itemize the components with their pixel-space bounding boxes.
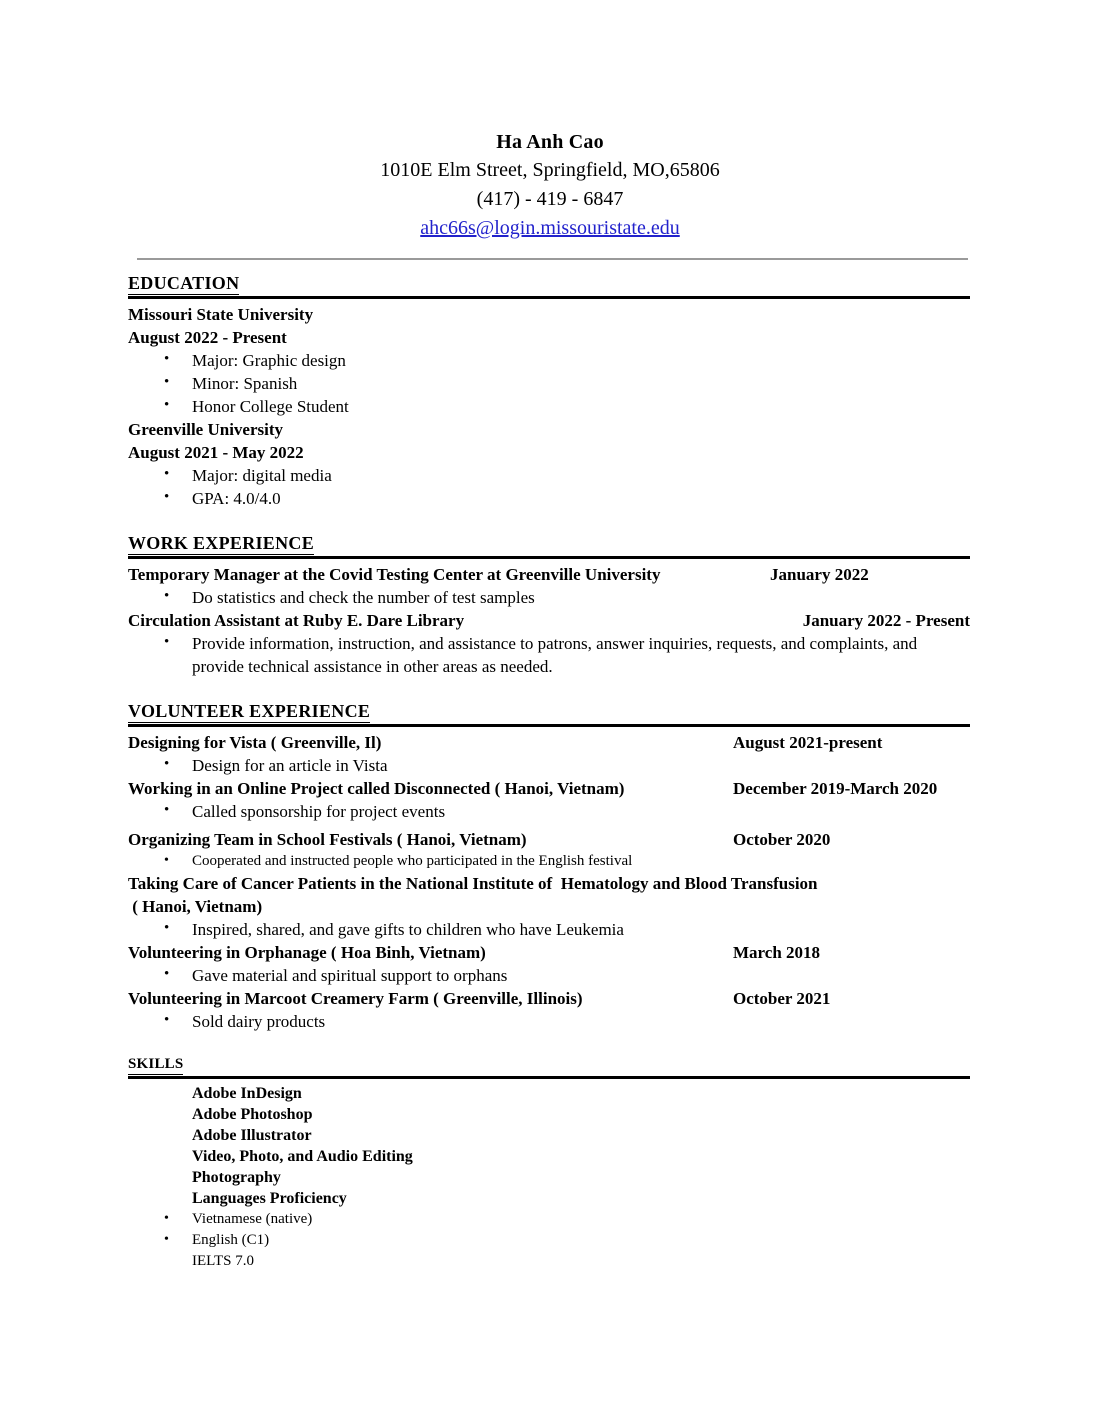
volunteer-title: Designing for Vista ( Greenville, Il) [128,733,382,752]
volunteer-title: Taking Care of Cancer Patients in the National Institute of Hematology and Blood Transfusion [128,874,818,893]
work-title: Circulation Assistant at Ruby E. Dare Library [128,611,465,630]
skill-item: Adobe Illustrator [192,1127,312,1144]
spacer [624,777,733,800]
spacer [583,987,733,1010]
volunteer-bullets [128,851,970,872]
education-bullets [128,464,970,510]
skill-subheading-languages: Languages Proficiency [192,1190,347,1207]
section-education [128,272,970,510]
candidate-phone: (417) - 419 - 6847 [476,188,624,210]
education-dates: August 2022 - Present [128,328,287,347]
list-item: • Cooperated and instructed people who participated in the English festival [128,851,970,872]
volunteer-title: Volunteering in Marcoot Creamery Farm ( Greenville, Illinois) [128,989,583,1008]
candidate-name: Ha Anh Cao [496,131,604,153]
language-bullets [128,1209,970,1251]
list-item: • Major: digital media [128,464,970,487]
volunteer-entry-header [128,777,970,800]
education-entry [128,303,970,418]
volunteer-entry [128,987,970,1033]
volunteer-title: Organizing Team in School Festivals ( Hanoi, Vietnam) [128,830,527,849]
spacer [381,731,733,754]
skill-item: Adobe InDesign [192,1085,302,1102]
header-divider [137,258,968,260]
volunteer-entry-header [128,987,970,1010]
volunteer-bullets [128,800,970,823]
list-item: • GPA: 4.0/4.0 [128,487,970,510]
section-rule-volunteer [128,724,970,727]
list-item: • Minor: Spanish [128,372,970,395]
section-rule-work [128,556,970,559]
section-rule-skills [128,1076,970,1079]
education-school: Greenville University [128,420,284,439]
work-entry-header [128,563,970,586]
candidate-address: 1010E Elm Street, Springfield, MO,65806 [380,159,720,181]
volunteer-title: Volunteering in Orphanage ( Hoa Binh, Vietnam) [128,943,486,962]
list-item: • Vietnamese (native) [128,1209,970,1230]
work-entry [128,609,970,678]
list-item: • Major: Graphic design [128,349,970,372]
volunteer-entry [128,872,970,941]
section-skills [128,1055,970,1272]
section-heading-work: WORK EXPERIENCE [128,533,315,553]
work-entry-header [128,609,970,632]
list-item: • Design for an article in Vista [128,754,970,777]
work-entry [128,563,970,609]
volunteer-entry [128,777,970,823]
spacer [660,563,770,586]
list-item: • English (C1) [128,1230,970,1251]
work-bullets [128,586,970,609]
volunteer-date: October 2021 [733,989,831,1008]
volunteer-bullets [128,754,970,777]
volunteer-bullets [128,1010,970,1033]
ielts-score: IELTS 7.0 [192,1253,254,1269]
spacer [486,941,733,964]
section-heading-education: EDUCATION [128,273,240,293]
section-volunteer-experience [128,700,970,1033]
education-entry [128,418,970,510]
volunteer-date: August 2021-present [733,733,883,752]
spacer [527,828,733,851]
candidate-email-line [0,214,1100,243]
work-date: January 2022 [770,565,869,584]
list-item: • Gave material and spiritual support to orphans [128,964,970,987]
list-item: • Provide information, instruction, and assistance to patrons, answer inquiries, requests, and complaints, and provide technical assistance in other areas as needed. [128,632,970,678]
volunteer-bullets [128,964,970,987]
volunteer-title-continued: ( Hanoi, Vietnam) [128,897,263,916]
section-rule-education [128,296,970,299]
section-heading-skills: SKILLS [128,1055,183,1075]
list-item: • Do statistics and check the number of test samples [128,586,970,609]
resume-header [0,128,1100,243]
volunteer-entry-header [128,731,970,754]
volunteer-entry-header [128,941,970,964]
education-dates: August 2021 - May 2022 [128,443,304,462]
volunteer-entry [128,828,970,872]
skill-item: Adobe Photoshop [192,1106,313,1123]
volunteer-title: Working in an Online Project called Disconnected ( Hanoi, Vietnam) [128,779,625,798]
volunteer-entry [128,941,970,987]
volunteer-date: March 2018 [733,943,821,962]
education-school: Missouri State University [128,305,314,324]
list-item: • Honor College Student [128,395,970,418]
resume-body [128,272,970,1272]
list-item: • Called sponsorship for project events [128,800,970,823]
volunteer-entry [128,731,970,777]
skill-item: Video, Photo, and Audio Editing [192,1148,413,1165]
spacer [464,609,770,632]
skill-item: Photography [192,1169,281,1186]
list-item: • Inspired, shared, and gave gifts to children who have Leukemia [128,918,970,941]
volunteer-date: December 2019-March 2020 [733,779,938,798]
volunteer-date: October 2020 [733,830,831,849]
education-bullets [128,349,970,418]
volunteer-bullets [128,918,970,941]
work-title: Temporary Manager at the Covid Testing Center at Greenville University [128,565,661,584]
work-date: January 2022 - Present [802,611,970,630]
section-work-experience [128,532,970,678]
skills-list [128,1083,970,1272]
volunteer-entry-header [128,828,970,851]
section-heading-volunteer: VOLUNTEER EXPERIENCE [128,701,371,721]
list-item: • Sold dairy products [128,1010,970,1033]
email-link[interactable]: ahc66s@login.missouristate.edu [420,217,680,239]
work-bullets [128,632,970,678]
